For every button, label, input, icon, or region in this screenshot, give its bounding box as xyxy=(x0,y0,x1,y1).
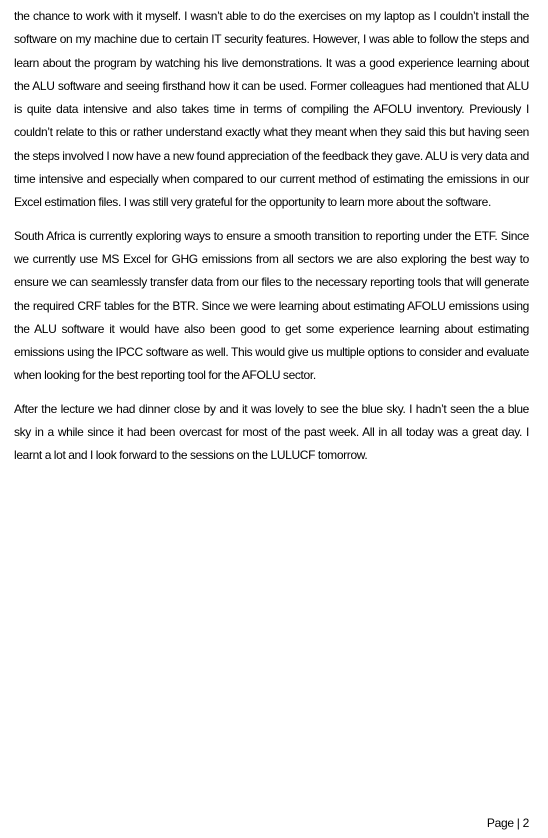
page-number: Page | 2 xyxy=(486,816,529,830)
body-paragraph: After the lecture we had dinner close by and it was lovely to see the blue sky. I hadn’t seen the a blue sky in a while since it had been overcast for most of the past week. All in all today was a great day. I learnt a lot and I look forward to the sessions on the LULUCF tomorrow. xyxy=(14,401,529,463)
body-paragraph: South Africa is currently exploring ways to ensure a smooth transition to reporting under the ETF. Since we currently use MS Excel for GHG emissions from all sectors we are also exploring the best way to ensure we can seamlessly transfer data from our files to the necessary reporting tools that will generate the required CRF tables for the BTR. Since we were learning about estimating AFOLU emissions using the ALU software it would have also been good to get some experience learning about estimating emissions using the IPCC software as well. This would give us multiple options to consider and evaluate when looking for the best reporting tool for the AFOLU sector. xyxy=(14,228,529,383)
document-body xyxy=(14,5,529,478)
body-paragraph: the chance to work with it myself. I wasn’t able to do the exercises on my laptop as I couldn’t install the software on my machine due to certain IT security features. However, I was able to follow the steps and learn about the program by watching his live demonstrations. It was a good experience learning about the ALU software and seeing firsthand how it can be used. Former colleagues had mentioned that ALU is quite data intensive and also takes time in terms of compiling the AFOLU inventory. Previously I couldn’t relate to this or rather understand exactly what they meant when they said this but having seen the steps involved I now have a new found appreciation of the feedback they gave. ALU is very data and time intensive and especially when compared to our current method of estimating the emissions in our Excel estimation files. I was still very grateful for the opportunity to learn more about the software. xyxy=(14,9,529,210)
